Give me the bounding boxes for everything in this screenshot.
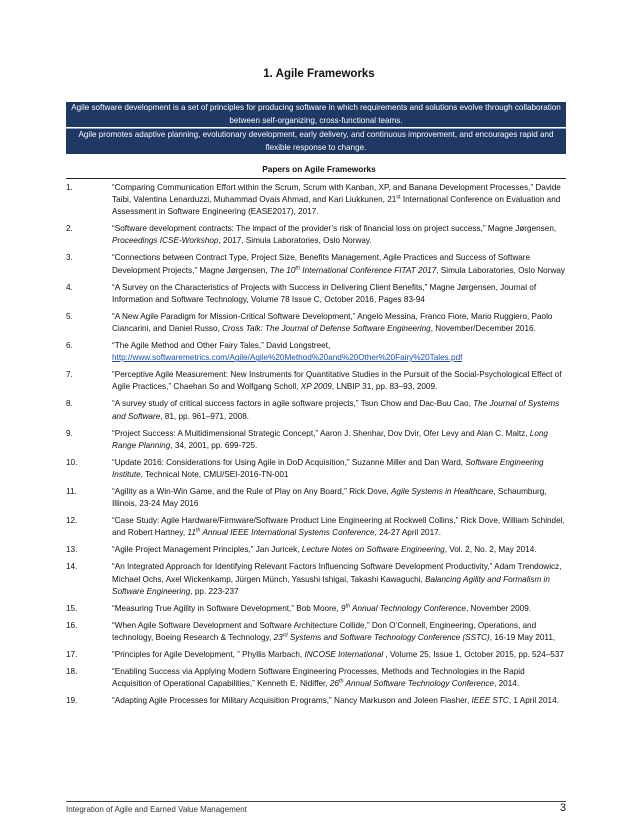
citation-text: , 81, pp. 961–971, 2008. <box>160 411 250 421</box>
citation-italic: Balancing Agility and Formalism in Software Engineering <box>112 574 550 596</box>
citation-italic: International Conference FITAT 2017 <box>300 265 437 275</box>
citation-text: , 2017, Simula Laboratories, Oslo Norway. <box>218 236 372 246</box>
paper-entry <box>66 369 566 393</box>
paper-citation <box>112 621 555 642</box>
citation-italic: The 10 <box>269 265 296 275</box>
footer-divider <box>66 801 566 802</box>
paper-citation <box>112 545 537 554</box>
paper-citation <box>112 696 559 705</box>
citation-italic: Software Engineering Institute <box>112 457 544 479</box>
paper-citation <box>112 183 561 216</box>
paper-entry <box>66 649 566 661</box>
citation-text: “Adapting Agile Processes for Military Acquisition Programs,” Nancy Markuson and Joleen Flasher, <box>112 696 472 706</box>
citation-text: “Agility as a Win-Win Game, and the Rule of Play on Any Board,” Rick Dove, <box>112 486 391 496</box>
citation-italic: Annual Software Technology Conference <box>343 679 495 689</box>
citation-text: , Vol. 2, No. 2, May 2014. <box>444 545 537 555</box>
paper-number: 6. <box>66 341 73 351</box>
paper-entry <box>66 620 566 644</box>
citation-superscript: st <box>396 194 401 201</box>
paper-number: 5. <box>66 311 73 321</box>
citation-text: “A survey study of critical success factors in agile software projects,” Tsun Chow and Dac-Buu Cao, <box>112 399 474 409</box>
citation-italic: 23 <box>273 632 283 642</box>
section-title: 1. Agile Frameworks <box>263 68 375 80</box>
citation-text: “Case Study: Agile Hardware/Firmware/Software Product Line Engineering at Rockwell Collins,” Rick Dove, William Schindel, and Robert Hartney, <box>112 516 565 538</box>
paper-number: 13. <box>66 545 78 555</box>
citation-text: “Perceptive Agile Measurement: New Instruments for Quantitative Studies in the Pursuit of the Social-Psychological Effect of Agile Practices,” Chaehan So and Wolfgang Scholl, <box>112 370 562 392</box>
citation-italic: Systems and Software Technology Conference (SSTC) <box>287 632 490 642</box>
citation-link[interactable]: http://www.softwaremetrics.com/Agile/Agile%20Method%20and%20Other%20Fairy%20Tales.pdf <box>112 353 463 363</box>
citation-text: , pp. 223-237 <box>190 586 239 596</box>
paper-entry <box>66 428 566 452</box>
citation-italic: Agile Systems in Healthcare <box>390 486 494 496</box>
citation-superscript: th <box>345 602 351 609</box>
citation-italic: Annual IEEE International Systems Conference <box>200 528 375 538</box>
citation-text: , 34, 2001, pp. 699-725. <box>170 440 258 450</box>
citation-text: “Enabling Success via Applying Modern Software Engineering Processes, Methods and Technologies in the Rapid Acquisition of Operational Capabilities,” Kenneth E. Nidiffer, <box>112 667 525 689</box>
paper-citation <box>112 312 553 333</box>
citation-superscript: th <box>338 678 344 685</box>
citation-text: , 2014. <box>494 679 520 689</box>
citation-text: “Agile Project Management Principles,” Jan Juricek, <box>112 545 302 555</box>
citation-text: , 16-19 May 2011, <box>489 632 556 642</box>
paper-number: 9. <box>66 428 73 438</box>
paper-entry <box>66 666 566 690</box>
page-number: 3 <box>559 802 566 814</box>
paper-number: 16. <box>66 620 78 630</box>
paper-citation <box>112 253 565 274</box>
paper-citation <box>112 370 561 391</box>
citation-text: , 24-27 April 2017. <box>374 528 441 538</box>
paper-citation <box>112 487 547 508</box>
paper-citation <box>112 516 565 537</box>
citation-text: , LNBIP 31, pp. 83–93, 2009. <box>331 382 438 392</box>
citation-text: “The Agile Method and Other Fairy Tales,” David Longstreet, <box>112 341 331 351</box>
citation-text: , November/December 2016. <box>430 323 536 333</box>
citation-superscript: rd <box>282 632 288 639</box>
citation-text: “When Agile Software Development and Software Architecture Collide,” Don O’Connell, Engineering, Operations, and technology, Boeing Research & Technology, <box>112 620 537 642</box>
papers-heading: Papers on Agile Frameworks <box>262 164 376 174</box>
paper-citation <box>112 667 525 688</box>
citation-superscript: th <box>295 264 301 271</box>
citation-text: “A New Agile Paradigm for Mission-Critical Software Development,” Angelo Messina, Franco Fiore, Mario Ruggiero, Paolo Ciancarini, and Daniel Russo, <box>112 311 553 333</box>
paper-citation <box>112 429 548 450</box>
citation-italic: 11 <box>187 528 196 538</box>
paper-number: 19. <box>66 696 78 706</box>
citation-italic: Long Range Planning <box>112 428 548 450</box>
paper-number: 18. <box>66 667 78 677</box>
citation-italic: 9 <box>340 603 346 613</box>
citation-italic: IEEE STC <box>471 696 509 706</box>
citation-text: “Measuring True Agility in Software Development,” Bob Moore, <box>112 603 341 613</box>
citation-italic: Proceedings ICSE-Workshop <box>112 236 219 246</box>
paper-number: 12. <box>66 516 78 526</box>
paper-number: 2. <box>66 224 73 234</box>
papers-list <box>66 182 566 712</box>
paper-citation <box>112 224 556 245</box>
heading-divider <box>66 178 566 179</box>
citation-italic: Lecture Notes on Software Engineering <box>301 545 445 555</box>
paper-citation <box>112 458 544 479</box>
paper-entry <box>66 561 566 597</box>
citation-text: , Technical Note, CMU/SEI-2016-TN-001 <box>140 469 289 479</box>
paper-entry <box>66 695 566 707</box>
paper-entry <box>66 603 566 615</box>
paper-number: 11. <box>66 486 77 496</box>
citation-text: “Update 2016: Considerations for Using Agile in DoD Acquisition,” Suzanne Miller and Dan Ward, <box>112 457 466 467</box>
citation-italic: The Journal of Systems and Software <box>112 399 560 421</box>
paper-entry <box>66 282 566 306</box>
citation-italic: Annual Technology Conference <box>350 603 466 613</box>
paper-number: 17. <box>66 650 78 659</box>
paper-entry <box>66 340 566 364</box>
paper-entry <box>66 544 566 556</box>
paper-entry <box>66 398 566 422</box>
citation-text: “Software development contracts: The impact of the provider’s risk of financial loss on project success,” Magne Jørgensen, <box>112 224 557 234</box>
paper-number: 3. <box>66 253 73 263</box>
citation-text: “Connections between Contract Type, Project Size, Benefits Management, Agile Practices and Success of Software Development Projects,” Magne Jørgensen, <box>112 253 531 275</box>
paper-number: 4. <box>66 282 73 292</box>
paper-citation <box>112 283 536 304</box>
paper-number: 8. <box>66 399 73 409</box>
paper-number: 14. <box>66 562 78 572</box>
paper-citation <box>112 399 559 420</box>
citation-superscript: th <box>195 527 201 534</box>
citation-text: , Schaumburg, Illinois, 23-24 May 2016 <box>112 486 547 509</box>
paper-entry <box>66 311 566 335</box>
paper-citation <box>112 604 531 613</box>
citation-text: , November 2009. <box>465 603 532 613</box>
summary-box-definition: Agile software development is a set of principles for producing software in which requirements and solutions evolve through collaboration between self-organizing, cross-functional teams. <box>66 102 566 127</box>
paper-entry <box>66 223 566 247</box>
citation-text: “An Integrated Approach for Identifying Relevant Factors Influencing Software Development Productivity,” Adam Trendowicz, Michael Ochs, Axel Wickenkamp, Jürgen Münch, Yasushi Ishigai, Takashi Kawaguchi, <box>112 562 562 584</box>
footer-document-title: Integration of Agile and Earned Value Management <box>66 805 247 814</box>
paper-entry <box>66 182 566 218</box>
paper-citation <box>112 341 462 362</box>
paper-number: 7. <box>66 370 73 380</box>
paper-citation <box>112 650 564 659</box>
citation-text: “Project Success: A Multidimensional Strategic Concept,” Aaron J. Shenhar, Dov Dvir, Ofer Levy and Alan C. Maltz, <box>112 428 530 438</box>
citation-text: , Simula Laboratories, Oslo Norway <box>436 265 566 275</box>
summary-box-benefits: Agile promotes adaptive planning, evolutionary development, early delivery, and continuous improvement, and encourages rapid and flexible response to change. <box>66 128 566 154</box>
paper-number: 15. <box>66 603 78 613</box>
citation-text: “Principles for Agile Development, ” Phyllis Marbach, <box>112 650 305 659</box>
citation-italic: Cross Talk: The Journal of Defense Software Engineering <box>222 323 431 333</box>
paper-number: 10. <box>66 457 78 467</box>
paper-entry <box>66 486 566 510</box>
citation-italic: XP 2009 <box>300 382 332 392</box>
paper-entry <box>66 252 566 276</box>
paper-entry <box>66 515 566 539</box>
citation-text: “Comparing Communication Effort within the Scrum, Scrum with Kanban, XP, and Banana Development Processes,” Davide Taibi, Valentina Lenarduzzi, Muhammad Ovais Ahmad, and Kari Liukkunen, 21 <box>112 183 561 205</box>
paper-entry <box>66 457 566 481</box>
paper-number: 1. <box>66 183 73 192</box>
citation-text: , 1 April 2014. <box>508 696 559 706</box>
citation-italic: 26 <box>329 679 339 689</box>
citation-italic: INCOSE International <box>304 650 384 659</box>
citation-text: International Conference on Evaluation and Assessment in Software Engineering (EASE2017), 2017. <box>112 195 561 217</box>
citation-text: “A Survey on the Characteristics of Projects with Success in Delivering Client Benefits,” Magne Jørgensen, Journal of Information and Software Technology, Volume 78 Issue C, October 2016, Pages 83-94 <box>112 282 537 304</box>
paper-citation <box>112 562 561 595</box>
citation-text: , Volume 25, Issue 1, October 2015, pp. 524–537 <box>383 650 564 659</box>
